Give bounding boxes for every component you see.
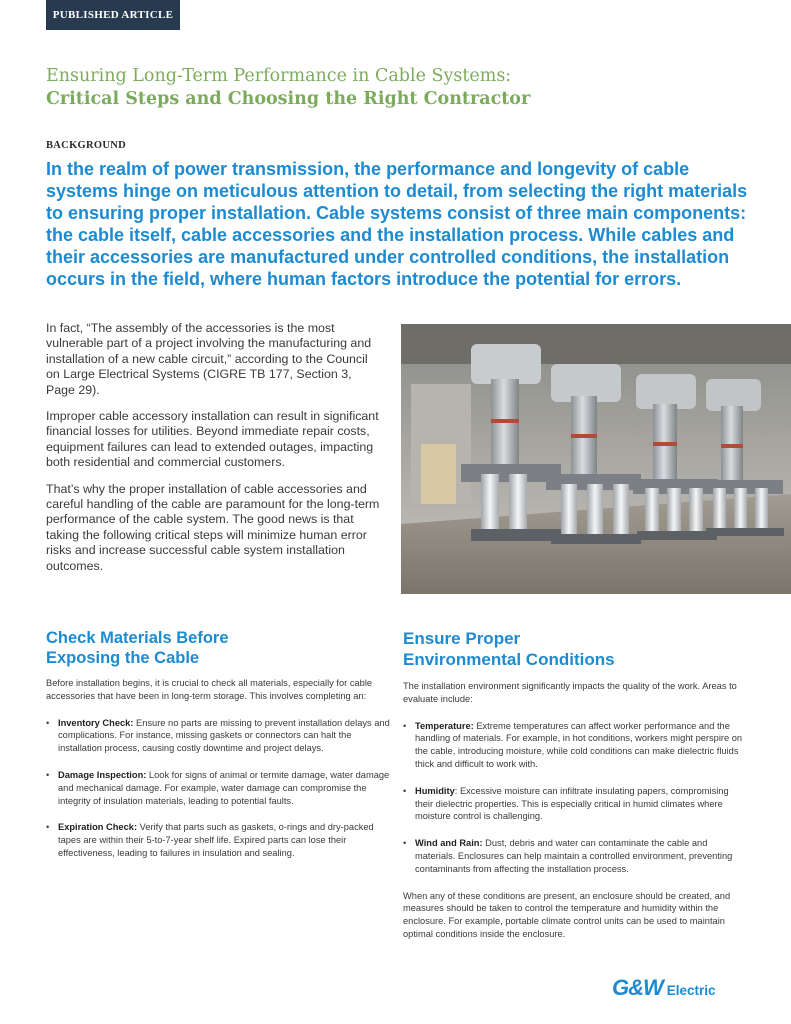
bullet-list — [46, 717, 391, 860]
list-item — [403, 720, 748, 771]
article-title-line1: Ensuring Long-Term Performance in Cable Systems: — [46, 66, 512, 86]
section-intro: The installation environment significantly impacts the quality of the work. Areas to evaluate include: — [403, 681, 737, 704]
list-item — [46, 769, 391, 807]
gw-electric-logo — [612, 975, 716, 1001]
heading-check-materials — [46, 628, 229, 668]
heading-line: Exposing the Cable — [46, 649, 200, 667]
lede-line: In the realm of power transmission, the performance and longevity of cable — [46, 159, 690, 179]
list-item — [403, 837, 748, 875]
logo-word: Electric — [666, 983, 716, 998]
bullet-list — [403, 720, 748, 876]
intro-paragraph: In fact, “The assembly of the accessories is the most vulnerable part of a project involving the manufacturing and installation of a new cable circuit,” according to the Council on Large Electrical Systems (CIGRE TB 177, Section 3, Page 29). — [46, 321, 372, 397]
bullet-text: Extreme temperatures can affect worker performance and the handling of materials. For example, in hot conditions, workers might perspire on the cable, introducing moisture, while cold conditions can make dielectric fluids thick and difficult to work with. — [415, 720, 743, 769]
bullet-term: Expiration Check: — [58, 822, 138, 833]
bullet-text: Ensure no parts are missing to prevent installation delays and complications. For instance, missing gaskets or connectors can halt the installation process, causing costly downtime and project delays. — [58, 717, 390, 754]
published-article-badge: PUBLISHED ARTICLE — [46, 0, 180, 30]
bullet-icon: • — [403, 785, 407, 796]
bullet-text: : Excessive moisture can infiltrate insulating papers, compromising their dielectric properties. This is especially critical in humid climates where moisture control is challenging. — [415, 785, 729, 822]
bullet-term: Temperature: — [415, 720, 474, 731]
bullet-term: Wind and Rain: — [415, 838, 483, 849]
section-intro: Before installation begins, it is crucial to check all materials, especially for cable accessories that have been in long-term storage. This involves completing an: — [46, 678, 373, 701]
bullet-text: Dust, debris and water can contaminate the cable and materials. Enclosures can help maintain a controlled environment, preventing contaminants from affecting the installation process. — [415, 838, 733, 874]
bullet-term: Damage Inspection: — [58, 769, 147, 780]
heading-line: Environmental Conditions — [403, 650, 615, 669]
lede-line: to ensuring proper installation. Cable systems consist of three main components: — [46, 203, 747, 223]
bullet-text: Verify that parts such as gaskets, o-rings and dry-packed tapes are within their 5-to-7-year shelf life. Expired parts can lose their effectiveness, leading to failures in insulation and sealing. — [58, 822, 374, 858]
bullet-term: Humidity — [415, 785, 455, 796]
closing-paragraph: When any of these conditions are present, an enclosure should be created, and measures should be taken to control the temperature and humidity within the enclosure. For example, portable climate control units can be used to maintain optimal conditions inside the enclosure. — [403, 890, 731, 939]
bullet-icon: • — [403, 838, 407, 849]
heading-line: Ensure Proper — [403, 629, 521, 648]
bullet-icon: • — [403, 720, 407, 731]
section-label-background: BACKGROUND — [46, 140, 127, 151]
intro-paragraph: Improper cable accessory installation can result in significant financial losses for utilities. Beyond immediate repair costs, equipment failures can lead to extended outages, impacting both residential and commercial customers. — [46, 409, 379, 470]
intro-paragraph: That’s why the proper installation of cable accessories and careful handling of the cable are paramount for the long-term performance of the cable system. The good news is that taking the following critical steps will minimize human error risks and increase successful cable system installation outcomes. — [46, 481, 380, 573]
lede-line: systems hinge on meticulous attention to detail, from selecting the right materials — [46, 181, 748, 201]
article-title-line2: Critical Steps and Choosing the Right Contractor — [46, 89, 531, 109]
intro-column — [46, 321, 381, 585]
list-item — [46, 821, 391, 859]
logo-mark: G&W — [612, 975, 663, 1000]
bullet-icon: • — [46, 769, 50, 780]
list-item — [46, 717, 391, 755]
lede-paragraph — [46, 158, 746, 290]
lede-line: their accessories are manufactured under controlled conditions, the installation — [46, 247, 730, 267]
list-item — [403, 785, 748, 823]
bullet-icon: • — [46, 717, 50, 728]
bullet-term: Inventory Check: — [58, 717, 134, 728]
cable-termination-photo — [401, 324, 791, 594]
check-materials-body — [46, 677, 391, 874]
bullet-icon: • — [46, 822, 50, 833]
lede-line: the cable itself, cable accessories and the installation process. While cables and — [46, 225, 735, 245]
lede-line: occurs in the field, where human factors introduce the potential for errors. — [46, 269, 682, 289]
bullet-text: Look for signs of animal or termite damage, water damage and mechanical damage. For example, water damage can compromise the integrity of insulation materials, leading to potential faults. — [58, 769, 390, 806]
environmental-body — [403, 680, 748, 941]
heading-line: Check Materials Before — [46, 629, 229, 647]
heading-environmental-conditions — [403, 628, 615, 670]
